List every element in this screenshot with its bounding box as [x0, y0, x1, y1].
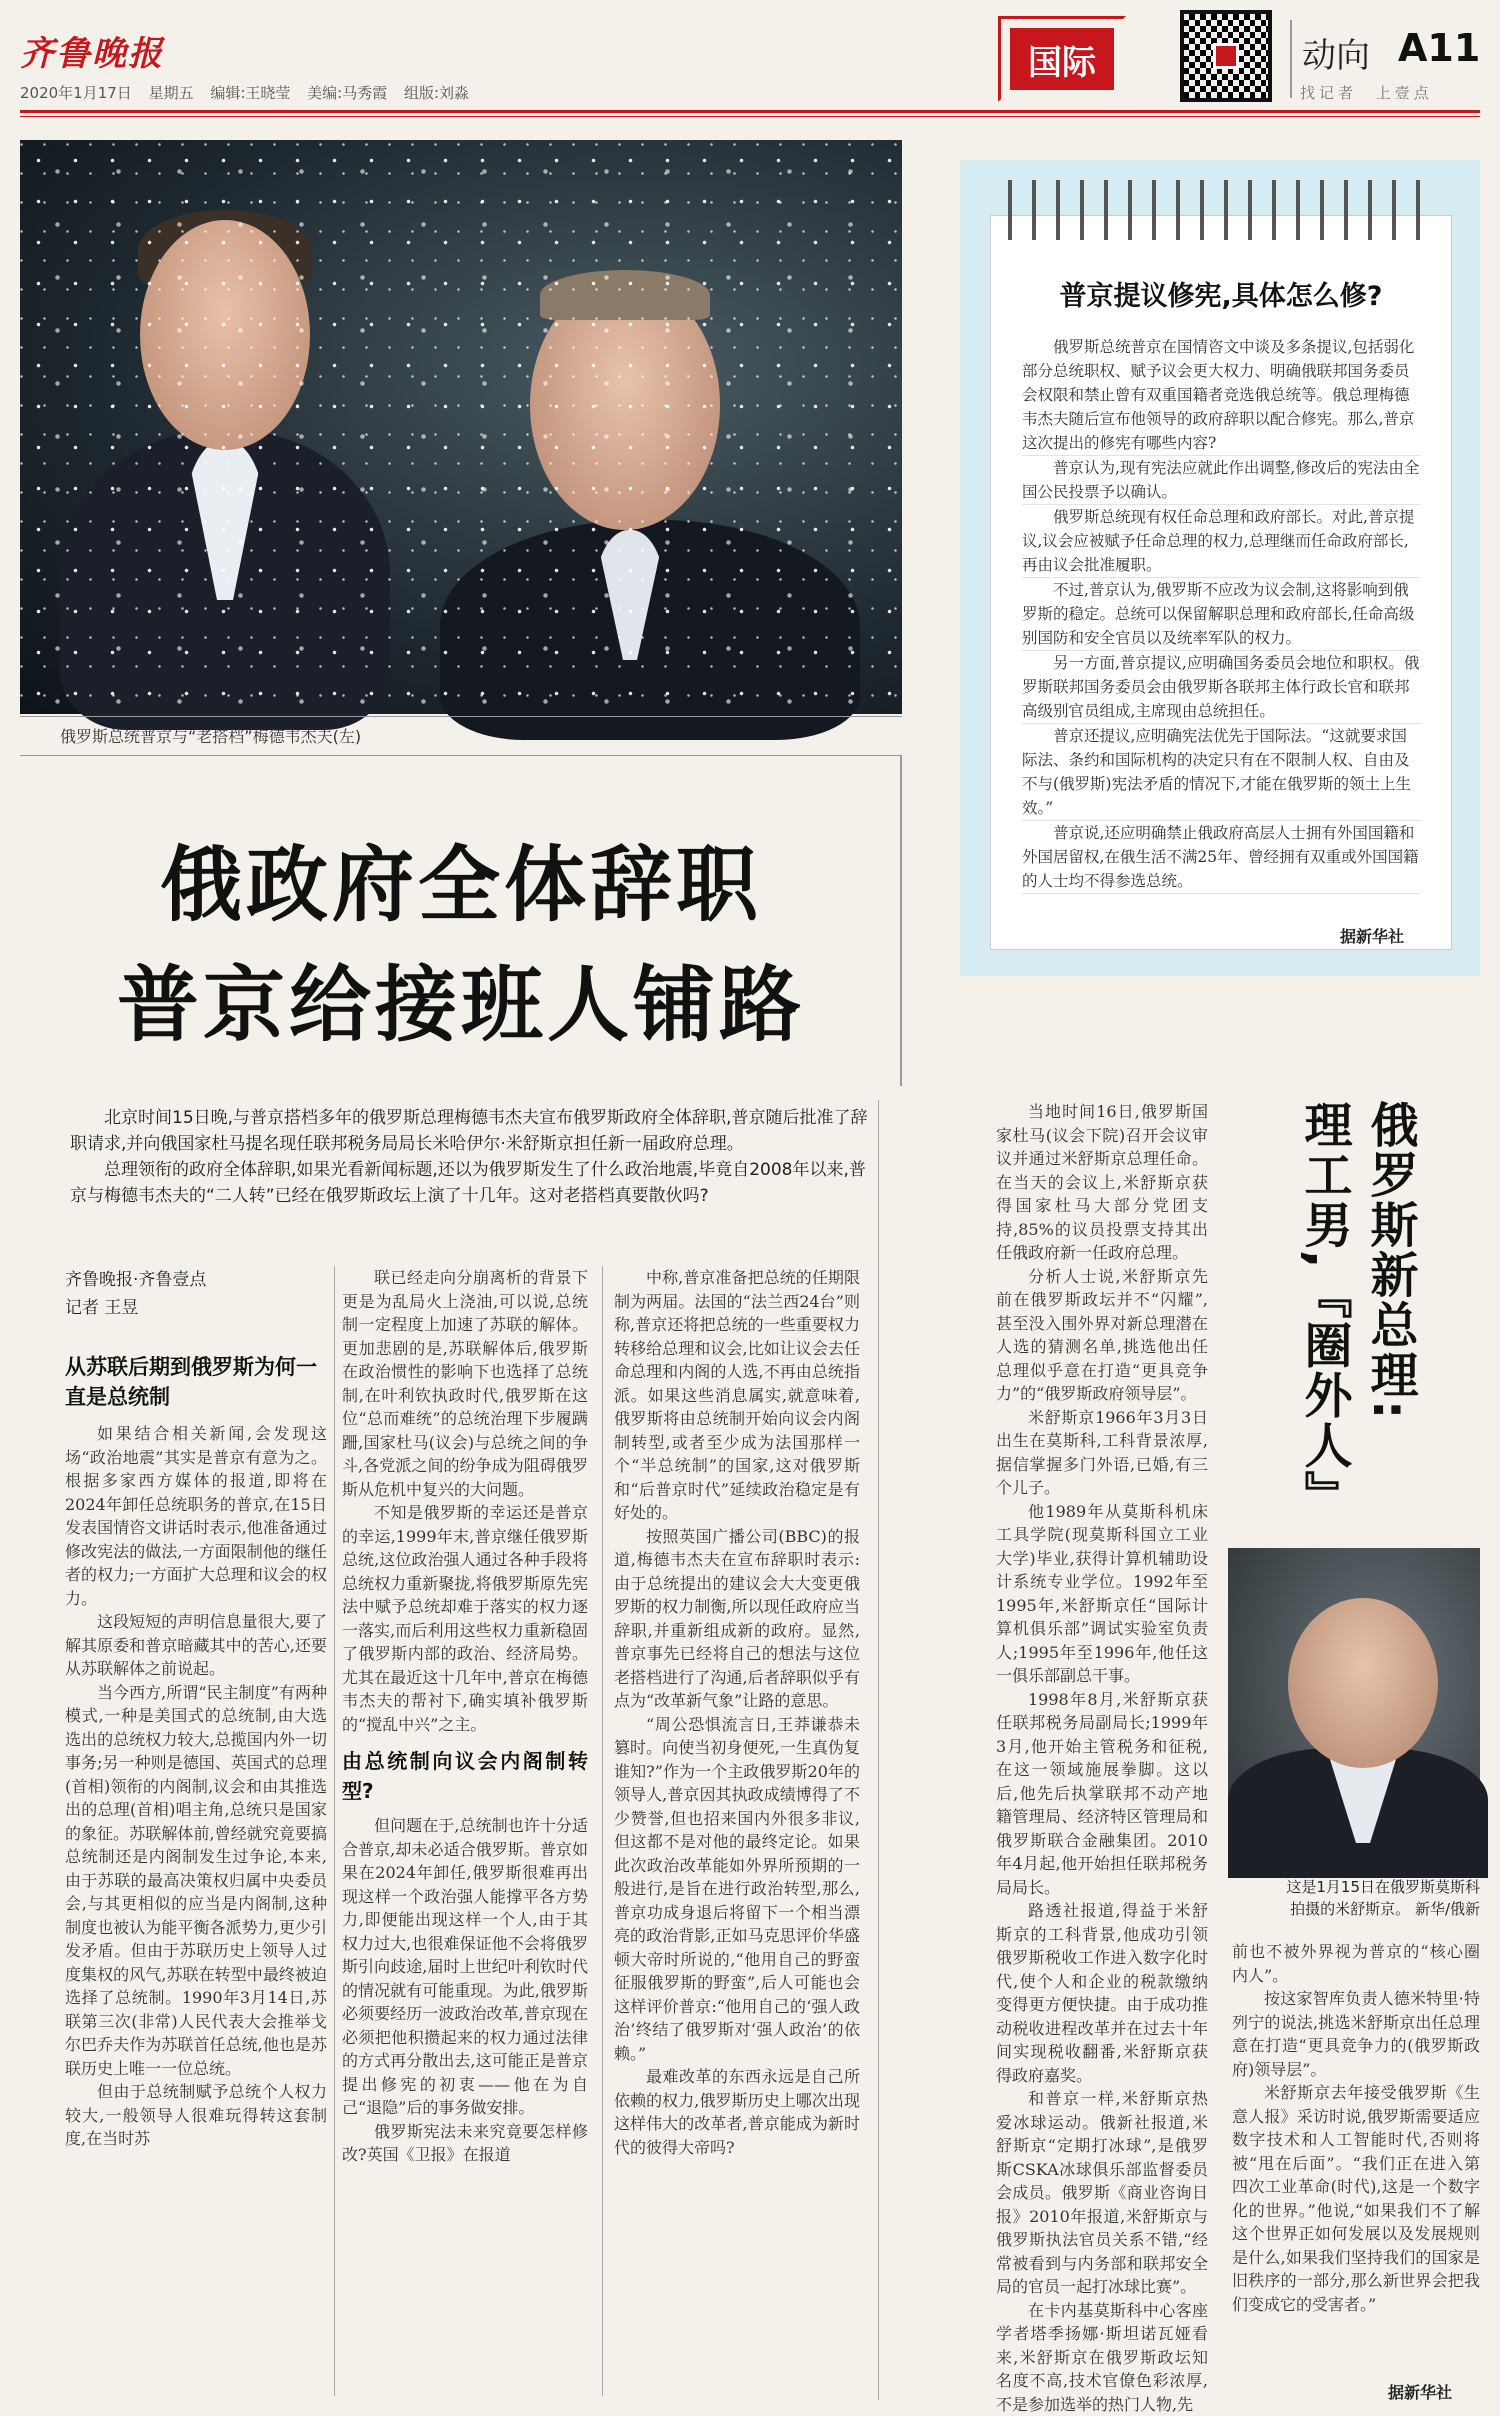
col1-subhead: 从苏联后期到俄罗斯为何一直是总统制 — [65, 1352, 325, 1412]
body-paragraph: 按这家智库负责人德米特里·特列宁的说法,挑选米舒斯京出任总理意在打造“更具竞争力的(俄罗斯政府)领导层”。 — [1232, 1987, 1480, 2081]
body-paragraph: 路透社报道,得益于米舒斯京的工科背景,他成功引领俄罗斯税收工作进入数字化时代,使个人和企业的税款缴纳变得更方便快捷。由于成功推动税收进程改革并在过去十年间实现税收翻番,米舒斯京获得政府嘉奖。 — [996, 1899, 1208, 2087]
main-photo — [20, 140, 902, 714]
reporter-slogan: 找记者 上壹点 — [1300, 82, 1433, 103]
lead-paragraphs — [70, 1105, 870, 1209]
byline — [65, 1266, 206, 1322]
article-column-3 — [614, 1266, 860, 2402]
body-paragraph: 但由于总统制赋予总统个人权力较大,一般领导人很难玩得转这套制度,在当时苏 — [65, 2080, 327, 2151]
sidebar-paragraph: 普京说,还应明确禁止俄政府高层人士拥有外国国籍和外国居留权,在俄生活不满25年、曾经拥有双重或外国国籍的人士均不得参选总统。 — [1022, 821, 1420, 894]
body-paragraph: 俄罗斯宪法未来究竟要怎样修改?英国《卫报》在报道 — [342, 2120, 588, 2167]
byline-outlet: 齐鲁晚报·齐鲁壹点 — [65, 1266, 206, 1294]
right-headline-a: 俄罗斯新总理: — [1356, 1100, 1425, 1520]
body-paragraph: 分析人士说,米舒斯京先前在俄罗斯政坛并不“闪耀”,甚至没入围外界对新总理潜在人选的猜测名单,挑选他出任总理似乎意在打造“更具竞争力”的“俄罗斯政府领导层”。 — [996, 1265, 1208, 1406]
lead-paragraph: 总理领衔的政府全体辞职,如果光看新闻标题,还以为俄罗斯发生了什么政治地震,毕竟自2008年以来,普京与梅德韦杰夫的“二人转”已经在俄罗斯政坛上演了十几年。这对老搭档真要散伙吗? — [70, 1157, 870, 1209]
headline-line-1: 俄政府全体辞职 — [20, 820, 902, 937]
notebook-spiral-rings — [1000, 180, 1440, 240]
right-headline-b: 理工男,『圈外人』 — [1290, 1100, 1359, 1520]
right-story-column-b — [1232, 1940, 1480, 2380]
body-paragraph: 这段短短的声明信息量很大,要了解其原委和普京暗藏其中的苦心,还要从苏联解体之前说起。 — [65, 1610, 327, 1681]
photo-caption-line: 这是1月15日在俄罗斯莫斯科 — [1228, 1876, 1480, 1898]
article-column-1 — [65, 1422, 327, 2402]
body-paragraph: 1998年8月,米舒斯京获任联邦税务局副局长;1999年3月,他开始主管税务和征税,在这一领域施展拳脚。这以后,他先后执掌联邦不动产地籍管理局、经济特区管理局和俄罗斯联合金融集团。2010年4月起,他开始担任联邦税务局局长。 — [996, 1688, 1208, 1900]
sidebar-source: 据新华社 — [1340, 924, 1404, 947]
sidebar-paragraph: 俄罗斯总统普京在国情咨文中谈及多条提议,包括弱化部分总统职权、赋予议会更大权力、明确俄联邦国务委员会权限和禁止曾有双重国籍者竞选俄总统等。俄总理梅德韦杰夫随后宣布他领导的政府辞职以配合修宪。那么,普京这次提出的修宪有哪些内容? — [1022, 335, 1420, 456]
newspaper-logo: 齐鲁晚报 — [20, 26, 164, 75]
sidebar-paragraph: 普京认为,现有宪法应就此作出调整,修改后的宪法由全国公民投票予以确认。 — [1022, 456, 1420, 505]
right-story-column-a — [996, 1100, 1208, 2402]
body-paragraph: 最难改革的东西永远是自己所依赖的权力,俄罗斯历史上哪次出现这样伟大的改革者,普京能成为新时代的彼得大帝吗? — [614, 2065, 860, 2159]
body-paragraph: 米舒斯京1966年3月3日出生在莫斯科,工科背景浓厚,据信掌握多门外语,已婚,有三个儿子。 — [996, 1406, 1208, 1500]
header-rule — [20, 110, 1480, 113]
section-badge: 国际 — [1010, 28, 1114, 90]
column-divider — [334, 1266, 335, 2396]
body-paragraph: 不知是俄罗斯的幸运还是普京的幸运,1999年末,普京继任俄罗斯总统,这位政治强人通过各种手段将总统权力重新聚拢,将俄罗斯原先宪法中赋予总统却难于落实的权力逐一落实,而后利用这些权力重新稳固了俄罗斯内部的政治、经济局势。尤其在最近这十几年中,普京在梅德韦杰夫的帮衬下,确实填补俄罗斯的“搅乱中兴”之主。 — [342, 1501, 588, 1736]
body-paragraph: 在卡内基莫斯科中心客座学者塔季扬娜·斯坦诺瓦娅看来,米舒斯京在俄罗斯政坛知名度不高,技术官僚色彩浓厚,不是参加选举的热门人物,先 — [996, 2299, 1208, 2416]
body-paragraph: 和普京一样,米舒斯京热爱冰球运动。俄新社报道,米舒斯京“定期打冰球”,是俄罗斯CSKA冰球俱乐部监督委员会成员。俄罗斯《商业咨询日报》2010年报道,米舒斯京与俄罗斯执法官员关系不错,“经常被看到与内务部和联邦安全局的官员一起打冰球比赛”。 — [996, 2087, 1208, 2299]
sidebar-paragraph: 俄罗斯总统现有权任命总理和政府部长。对此,普京提议,议会应被赋予任命总理的权力,总理继而任命政府部长,再由议会批准履职。 — [1022, 505, 1420, 578]
body-paragraph: 中称,普京准备把总统的任期限制为两届。法国的“法兰西24台”则称,普京还将把总统的一些重要权力转移给总理和议会,比如让议会去任命总理和内阁的人选,不再由总统指派。如果这些消息属实,就意味着,俄罗斯将由总统制开始向议会内阁制转型,或者至少成为法国那样一个“半总统制”的国家,这对俄罗斯和“后普京时代”延续政治稳定是有好处的。 — [614, 1266, 860, 1525]
page-number: A11 — [1398, 26, 1480, 70]
photo-caption-line: 拍摄的米舒斯京。 新华/俄新 — [1228, 1898, 1480, 1920]
body-paragraph: 前也不被外界视为普京的“核心圈内人”。 — [1232, 1940, 1480, 1987]
byline-reporter: 记者 王昱 — [65, 1294, 206, 1322]
sidebar-paragraph: 不过,普京认为,俄罗斯不应改为议会制,这将影响到俄罗斯的稳定。总统可以保留解职总理和政府部长,任命高级别国防和安全官员以及统率军队的权力。 — [1022, 578, 1420, 651]
headline-line-2: 普京给接班人铺路 — [20, 940, 902, 1057]
body-paragraph: “周公恐惧流言日,王莽谦恭未篡时。向使当初身便死,一生真伪复谁知?”作为一个主政俄罗斯20年的领导人,普京因其执政成绩博得了不少赞誉,但也招来国内外很多非议,但这都不是对他的最终定论。如果此次政治改革能如外界所预期的一般进行,是旨在进行政治转型,那么,普京功成身退后将留下一个相当漂亮的政治背影,正如马克思评价华盛顿大帝时所说的,“他用自己的野蛮征服俄罗斯的野蛮”,后人可能也会这样评价普京:“他用自己的‘强人政治’终结了俄罗斯对‘强人政治’的依赖。” — [614, 1713, 860, 2066]
mishustin-photo — [1228, 1548, 1480, 1870]
right-story-source: 据新华社 — [1388, 2380, 1452, 2403]
issue-meta: 2020年1月17日 星期五 编辑:王晓莹 美编:马秀霞 组版:刘淼 — [20, 82, 469, 103]
column-name: 动向 — [1302, 28, 1370, 77]
sidebar-title: 普京提议修宪,具体怎么修? — [990, 274, 1452, 313]
header-divider — [1290, 20, 1292, 98]
body-paragraph: 当地时间16日,俄罗斯国家杜马(议会下院)召开会议审议并通过米舒斯京总理任命。在当天的会议上,米舒斯京获得国家杜马大部分党团支持,85%的议员投票支持其出任俄政府新一任政府总理。 — [996, 1100, 1208, 1265]
body-paragraph: 按照英国广播公司(BBC)的报道,梅德韦杰夫在宣布辞职时表示:由于总统提出的建议会大大变更俄罗斯的权力制衡,所以现任政府应当辞职,并重新组成新的政府。显然,普京事先已经将自己的想法与这位老搭档进行了沟通,后者辞职似乎有点为“改革新气象”让路的意思。 — [614, 1525, 860, 1713]
col2-subhead: 由总统制向议会内阁制转型? — [342, 1746, 588, 1806]
body-paragraph: 当今西方,所谓“民主制度”有两种模式,一种是美国式的总统制,由大选选出的总统权力较大,总揽国内外一切事务;另一种则是德国、英国式的总理(首相)领衔的内阁制,议会和由其推选出的总理(首相)唱主角,总统只是国家的象征。苏联解体前,曾经就究竟要搞总统制还是内阁制发生过争论,本来,由于苏联的最高决策权归属中央委员会,与其更相似的应当是内阁制,这种制度也被认为能平衡各派势力,更少引发矛盾。但由于苏联历史上领导人过度集权的风气,苏联在转型中最终被迫选择了总统制。1990年3月14日,苏联第三次(非常)人民代表大会推举戈尔巴乔夫作为苏联首任总统,他也是苏联历史上唯一一位总统。 — [65, 1681, 327, 2081]
sidebar-paragraph: 另一方面,普京提议,应明确国务委员会地位和职权。俄罗斯联邦国务委员会由俄罗斯各联邦主体行政长官和联邦高级别官员组成,主席现由总统担任。 — [1022, 651, 1420, 724]
body-paragraph: 联已经走向分崩离析的背景下更是为乱局火上浇油,可以说,总统制一定程度上加速了苏联的解体。更加悲剧的是,苏联解体后,俄罗斯在政治惯性的影响下也选择了总统制,在叶利钦执政时代,俄罗斯在这位“总而难统”的总统治理下步履蹒跚,国家杜马(议会)与总统之间的争斗,各党派之间的纷争成为阻碍俄罗斯从危机中复兴的大问题。 — [342, 1266, 588, 1501]
snow-overlay — [20, 140, 902, 714]
body-paragraph: 但问题在于,总统制也许十分适合普京,却未必适合俄罗斯。普京如果在2024年卸任,俄罗斯很难再出现这样一个政治强人能撑平各方势力,即便能出现这样一个人,由于其权力过大,也很难保证他不会将俄罗斯引向歧途,届时上世纪叶利钦时代的情况就有可能重现。为此,俄罗斯必须要经历一波政治改革,普京现在必须把他积攒起来的权力通过法律的方式再分散出去,这可能正是普京提出修宪的初衷——他在为自己“退隐”后的事务做安排。 — [342, 1814, 588, 2120]
lead-paragraph: 北京时间15日晚,与普京搭档多年的俄罗斯总理梅德韦杰夫宣布俄罗斯政府全体辞职,普京随后批准了辞职请求,并向俄国家杜马提名现任联邦税务局局长米哈伊尔·米舒斯京担任新一届政府总理。 — [70, 1105, 870, 1157]
column-divider — [878, 1100, 879, 2400]
masthead — [0, 0, 1500, 120]
photo-caption: 俄罗斯总统普京与“老搭档”梅德韦杰夫(左) — [60, 724, 361, 747]
sidebar-paragraph: 普京还提议,应明确宪法优先于国际法。“这就要求国际法、条约和国际机构的决定只有在不限制人权、自由及不与(俄罗斯)宪法矛盾的情况下,才能在俄罗斯的领土上生效。” — [1022, 724, 1420, 821]
article-column-2 — [342, 1266, 588, 2402]
sidebar-body — [1022, 335, 1420, 894]
body-paragraph: 如果结合相关新闻,会发现这场“政治地震”其实是普京有意为之。根据多家西方媒体的报道,即将在2024年卸任总统职务的普京,在15日发表国情咨文讲话时表示,他准备通过修改宪法的做法,一方面限制他的继任者的权力;一方面扩大总理和议会的权力。 — [65, 1422, 327, 1610]
body-paragraph: 他1989年从莫斯科机床工具学院(现莫斯科国立工业大学)毕业,获得计算机辅助设计系统专业学位。1992年至1995年,米舒斯京任“国际计算机俱乐部”调试实验室负责人;1995年至1996年,他任这一俱乐部副总干事。 — [996, 1500, 1208, 1688]
body-paragraph: 米舒斯京去年接受俄罗斯《生意人报》采访时说,俄罗斯需要适应数字技术和人工智能时代,否则将被“甩在后面”。“我们正在进入第四次工业革命(时代),这是一个数字化的世界。”他说,“如果我们不了解这个世界正如何发展以及发展规则是什么,如果我们坚持我们的国家是旧秩序的一部分,那么新世界会把我们变成它的受害者。” — [1232, 2081, 1480, 2316]
portrait-face — [1288, 1598, 1438, 1768]
qr-logo-icon — [1213, 43, 1239, 69]
header-rule-thin — [20, 116, 1480, 117]
column-divider — [602, 1266, 603, 2396]
mishustin-photo-caption — [1228, 1876, 1480, 1920]
